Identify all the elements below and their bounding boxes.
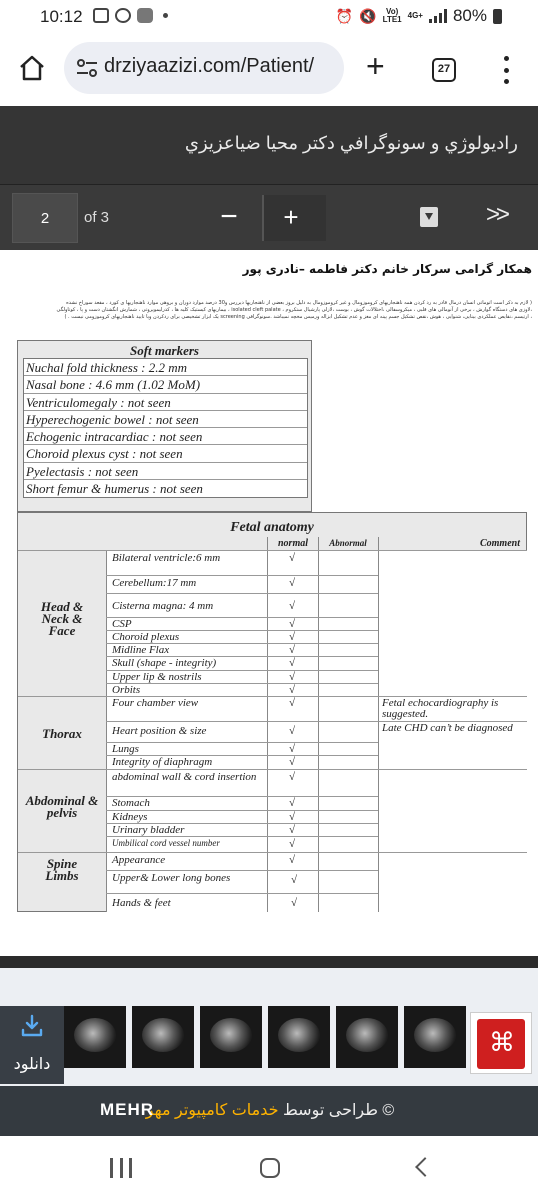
- notification-icons: [93, 8, 168, 23]
- normal-check: √: [291, 874, 298, 886]
- grid-line: [106, 870, 378, 871]
- status-bar: [0, 0, 538, 34]
- fetal-anatomy-table: [17, 512, 527, 912]
- grid-line: [106, 893, 378, 894]
- clock: 10:12: [40, 7, 83, 26]
- anatomy-item: Upper lip & nostrils: [112, 671, 202, 683]
- ultrasound-thumbnail[interactable]: [132, 1006, 194, 1068]
- grid-line: [18, 550, 527, 551]
- thumbnail-row: [64, 1006, 466, 1068]
- normal-check: √: [289, 854, 296, 866]
- col-comment-header: Comment: [479, 538, 520, 549]
- pdf-icon: [477, 1019, 525, 1069]
- home-icon[interactable]: [18, 54, 46, 82]
- anatomy-item: Upper& Lower long bones: [112, 872, 231, 884]
- pdf-bottom-edge: [0, 956, 538, 968]
- grid-line: [18, 769, 527, 770]
- battery-percent: 80%: [452, 6, 487, 25]
- anatomy-item: Lungs: [112, 743, 139, 755]
- soft-marker-row: Pyelectasis : not seen: [24, 463, 307, 480]
- tab-switcher-button[interactable]: 27: [432, 58, 456, 82]
- site-header: [0, 106, 538, 184]
- alarm-icon: ⏰: [335, 7, 354, 24]
- network-type: 4G+: [407, 11, 423, 20]
- more-notifications-icon: [163, 13, 168, 18]
- anatomy-item: Cisterna magna: 4 mm: [112, 600, 214, 612]
- normal-check: √: [289, 644, 296, 656]
- volte-bottom: LTE1: [382, 15, 402, 24]
- normal-check: √: [289, 697, 296, 709]
- normal-check: √: [289, 725, 296, 737]
- normal-check: √: [289, 657, 296, 669]
- doc-heading: همکار گرامی سرکار خانم دکتر فاطمه –نادری پور: [242, 262, 532, 276]
- anatomy-item: Midline Flax: [112, 644, 170, 656]
- normal-check: √: [291, 897, 298, 909]
- anatomy-item: Choroid plexus: [112, 631, 180, 643]
- anatomy-item: CSP: [112, 618, 132, 630]
- anatomy-item: Stomach: [112, 797, 150, 809]
- soft-marker-row: Nasal bone : 4.6 mm (1.02 MoM): [24, 376, 307, 393]
- url-text[interactable]: drziyaazizi.com/Patient/: [104, 55, 315, 77]
- mute-icon: 🔇: [359, 7, 377, 24]
- site-footer: [0, 1086, 538, 1136]
- col-abnormal-header: Abnormal: [329, 538, 367, 548]
- normal-check: √: [289, 577, 296, 589]
- footer-link[interactable]: خدمات کامپیوتر مهر: [145, 1102, 279, 1119]
- ultrasound-thumbnail[interactable]: [336, 1006, 398, 1068]
- signal-icon: [429, 9, 447, 23]
- anatomy-item: Bilateral ventricle:6 mm: [112, 552, 221, 564]
- ultrasound-thumbnail[interactable]: [64, 1006, 126, 1068]
- gallery-icon: [93, 8, 109, 23]
- new-tab-button[interactable]: +: [366, 48, 385, 84]
- ultrasound-thumbnail[interactable]: [268, 1006, 330, 1068]
- normal-check: √: [289, 631, 296, 643]
- soft-marker-row: Echogenic intracardiac : not seen: [24, 428, 307, 445]
- fetal-anatomy-title: Fetal anatomy: [230, 520, 314, 535]
- grid-line: [106, 683, 378, 684]
- grid-line: [378, 537, 379, 912]
- soft-markers-rows: [23, 358, 308, 498]
- section-head-neck-face: Head & Neck & Face: [40, 599, 84, 638]
- anatomy-item: Heart position & size: [112, 725, 207, 737]
- grid-line: [106, 575, 378, 576]
- grid-line: [106, 593, 378, 594]
- soft-marker-row: Ventriculomegaly : not seen: [24, 394, 307, 411]
- normal-check: √: [289, 756, 296, 768]
- zoom-in-button[interactable]: +: [283, 202, 299, 232]
- back-icon[interactable]: [415, 1157, 435, 1177]
- soft-markers-title: Soft markers: [130, 343, 199, 358]
- instagram-icon: [115, 8, 131, 23]
- anatomy-item: Integrity of diaphragm: [112, 756, 213, 768]
- normal-check: √: [289, 797, 296, 809]
- normal-check: √: [289, 618, 296, 630]
- normal-check: √: [289, 671, 296, 683]
- download-button[interactable]: [0, 1006, 64, 1084]
- anatomy-item: abdominal wall & cord insertion: [112, 771, 257, 783]
- soft-marker-row: Hyperechogenic bowel : not seen: [24, 411, 307, 428]
- recent-apps-icon[interactable]: [110, 1158, 132, 1178]
- anatomy-item: Urinary bladder: [112, 824, 185, 836]
- anatomy-item: Cerebellum:17 mm: [112, 577, 197, 589]
- grid-line: [106, 742, 378, 743]
- pdf-thumbnail[interactable]: [470, 1012, 532, 1074]
- site-settings-icon[interactable]: [76, 59, 98, 77]
- browser-menu-icon[interactable]: [502, 56, 510, 84]
- section-abdominal-pelvis: Abdominal & pelvis: [25, 793, 99, 820]
- image-gallery: [0, 968, 538, 1086]
- page-count-label: of 3: [84, 209, 110, 226]
- download-icon: [20, 1014, 44, 1038]
- normal-check: √: [289, 824, 296, 836]
- pdf-toolbar: [0, 184, 538, 250]
- thorax-comment-2: Late CHD can’t be diagnosed: [382, 722, 513, 734]
- ultrasound-thumbnail[interactable]: [404, 1006, 466, 1068]
- soft-marker-row: Nuchal fold thickness : 2.2 mm: [24, 359, 307, 376]
- volte-top: Vo): [385, 7, 399, 16]
- section-thorax: Thorax: [42, 726, 82, 741]
- home-nav-icon[interactable]: [260, 1158, 280, 1178]
- anatomy-item: Kidneys: [112, 811, 148, 823]
- anatomy-item: Skull (shape - integrity): [112, 657, 217, 669]
- anatomy-item: Hands & feet: [112, 897, 171, 909]
- anatomy-item: Four chamber view: [112, 697, 199, 709]
- browser-toolbar: [0, 34, 538, 106]
- section-spine-limbs: Spine Limbs: [45, 856, 79, 883]
- system-icons: [336, 6, 502, 26]
- pdf-download-icon[interactable]: [420, 207, 438, 227]
- normal-check: √: [289, 838, 296, 850]
- soft-marker-row: Short femur & humerus : not seen: [26, 481, 203, 497]
- zoom-out-button[interactable]: −: [220, 200, 238, 233]
- app-hex-icon: [137, 8, 153, 23]
- volte-label: [383, 8, 402, 24]
- pdf-viewer[interactable]: [0, 250, 538, 956]
- download-label: دانلود: [13, 1056, 51, 1073]
- normal-check: √: [289, 771, 296, 783]
- mehr-logo: MEHR: [100, 1100, 155, 1119]
- anatomy-item: Appearance: [112, 854, 166, 866]
- normal-check: √: [289, 552, 296, 564]
- normal-check: √: [289, 600, 296, 612]
- normal-check: √: [289, 743, 296, 755]
- pdf-more-button[interactable]: >>: [486, 201, 507, 228]
- battery-icon: [493, 9, 502, 24]
- android-nav-bar: [0, 1136, 538, 1200]
- grid-line: [18, 852, 527, 853]
- thorax-comment-1: Fetal echocardiography is suggested.: [382, 697, 499, 720]
- footer-prefix: © طراحی توسط: [282, 1102, 395, 1119]
- col-normal-header: normal: [277, 538, 308, 549]
- grid-line: [106, 836, 378, 837]
- ultrasound-thumbnail[interactable]: [200, 1006, 262, 1068]
- anatomy-item: Umbilical cord vessel number: [112, 838, 220, 848]
- site-title: راديولوژي و سونوگرافي دكتر محيا ضياعزيزي: [184, 133, 518, 153]
- anatomy-item: Orbits: [112, 684, 141, 696]
- grid-line: [106, 550, 107, 912]
- doc-disclaimer: ( لازم به ذکر است اتوماتی انسان درمال قادر به رد کردن همه ناهنجاریهای کروموزومال و غیر کروموزومال به دلیل بروز بعضی از ناهنجاریها دیررس و30 درصد موارد دوران و بروهی موارد ناهنجاریها ی کورد ، مقعد سوراخ نشده ،لاوزی های دستگاه گوارش ، برخی از آنومالی های قلبی ، میکروسفالی ،اختلالات گوش ، بوست ،لازلی پارشیال ستکروم ، isolated cleft palate ، بیماریهای کیستیک کلیه ها ، کدرلیموپروتی ، شمارش انگشتان دست و پا ، کوتاولگی ، ارتیسم ،نقایص عملکردی بینایی، شنوایی ، هوش ،نقص تشکیل جسم پینه ای مغز و عدم تشکیل ابزاله ورمیس مخچه نمیباشد .سونوگرافی screening یک ابزار تشخیصی برای ردکردن ویا تایید ناهنجاریهای کروموزومی نیست . ): [56, 300, 532, 320]
- normal-check: √: [289, 684, 296, 696]
- normal-check: √: [289, 811, 296, 823]
- soft-markers-table: [17, 340, 312, 512]
- soft-marker-row: Choroid plexus cyst : not seen: [24, 445, 307, 462]
- address-bar[interactable]: [64, 42, 344, 94]
- grid-line: [106, 617, 378, 618]
- page-number-input[interactable]: 2: [12, 193, 78, 243]
